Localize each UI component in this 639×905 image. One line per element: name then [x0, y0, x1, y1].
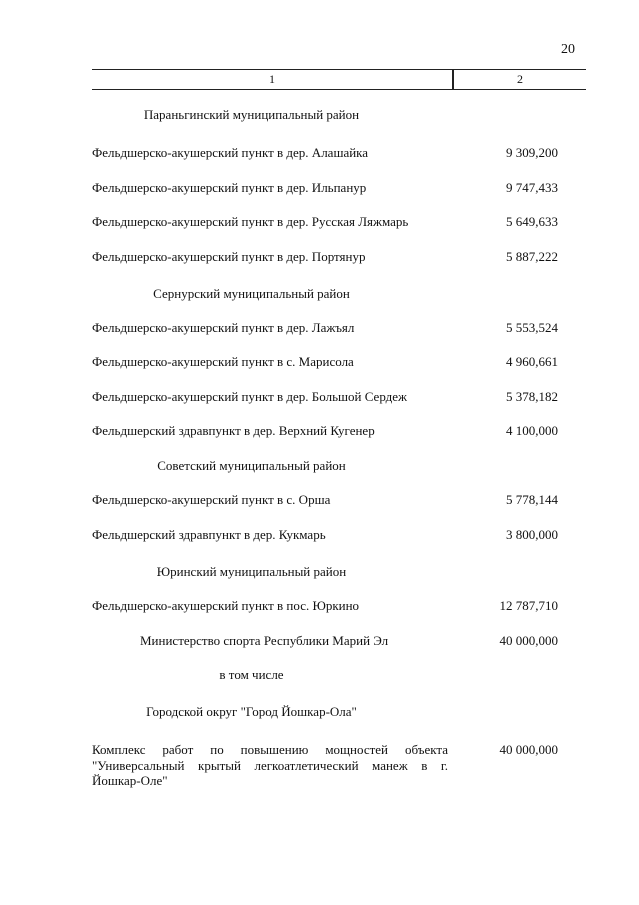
- row-label: Фельдшерско-акушерский пункт в дер. Русская Ляжмарь: [92, 214, 409, 229]
- table-header: [92, 69, 586, 90]
- row-value: 5 778,144: [506, 492, 558, 507]
- table-row: [92, 214, 558, 232]
- table-row: [92, 180, 558, 198]
- table-row: [92, 598, 558, 616]
- row-label: Фельдшерский здравпункт в дер. Кукмарь: [92, 527, 326, 542]
- section-heading: Параньгинский муниципальный район: [143, 107, 360, 122]
- section-heading: Советский муниципальный район: [157, 458, 346, 473]
- row-value: 3 800,000: [506, 527, 558, 542]
- ministry-value: 40 000,000: [499, 633, 558, 648]
- row-label: Фельдшерский здравпункт в дер. Верхний Кугенер: [92, 423, 375, 438]
- page-number: 20: [561, 42, 575, 57]
- column-header-2: 2: [517, 72, 523, 86]
- row-label: Фельдшерско-акушерский пункт в с. Марисола: [92, 354, 354, 369]
- section-heading: Юринский муниципальный район: [156, 564, 347, 579]
- row-value: 5 649,633: [506, 214, 558, 229]
- table-row: [92, 423, 558, 441]
- table-row: [92, 320, 558, 338]
- table-row: [92, 527, 558, 545]
- table-row: [92, 389, 558, 407]
- including-label: в том числе: [219, 667, 284, 682]
- table-row: [92, 354, 558, 372]
- table-row: [92, 249, 558, 267]
- complex-label: Комплекс работ по повышению мощностей объекта "Универсальный крытый легкоатлетический манеж в г. Йошкар-Оле": [92, 742, 448, 788]
- column-header-1: 1: [269, 72, 275, 86]
- section-heading: Сернурский муниципальный район: [153, 286, 350, 301]
- row-label: Фельдшерско-акушерский пункт в дер. Портянур: [92, 249, 366, 264]
- row-value: 9 309,200: [506, 145, 558, 160]
- row-label: Фельдшерско-акушерский пункт в дер. Лажъял: [92, 320, 355, 335]
- row-value: 4 960,661: [506, 354, 558, 369]
- ministry-row: [92, 633, 558, 651]
- row-value: 4 100,000: [506, 423, 558, 438]
- city-district-heading: Городской округ "Город Йошкар-Ола": [146, 704, 357, 719]
- row-label: Фельдшерско-акушерский пункт в пос. Юркино: [92, 598, 360, 613]
- row-label: Фельдшерско-акушерский пункт в дер. Алашайка: [92, 145, 369, 160]
- table-row: [92, 145, 558, 163]
- row-value: 9 747,433: [506, 180, 558, 195]
- row-value: 5 378,182: [506, 389, 558, 404]
- row-label: Фельдшерско-акушерский пункт в дер. Большой Сердеж: [92, 389, 408, 404]
- table-row: [92, 492, 558, 510]
- complex-value: 40 000,000: [499, 742, 558, 757]
- row-label: Фельдшерско-акушерский пункт в дер. Ильпанур: [92, 180, 367, 195]
- row-value: 5 553,524: [506, 320, 558, 335]
- row-label: Фельдшерско-акушерский пункт в с. Орша: [92, 492, 331, 507]
- row-value: 12 787,710: [499, 598, 558, 613]
- ministry-label: Министерство спорта Республики Марий Эл: [140, 633, 389, 648]
- row-value: 5 887,222: [506, 249, 558, 264]
